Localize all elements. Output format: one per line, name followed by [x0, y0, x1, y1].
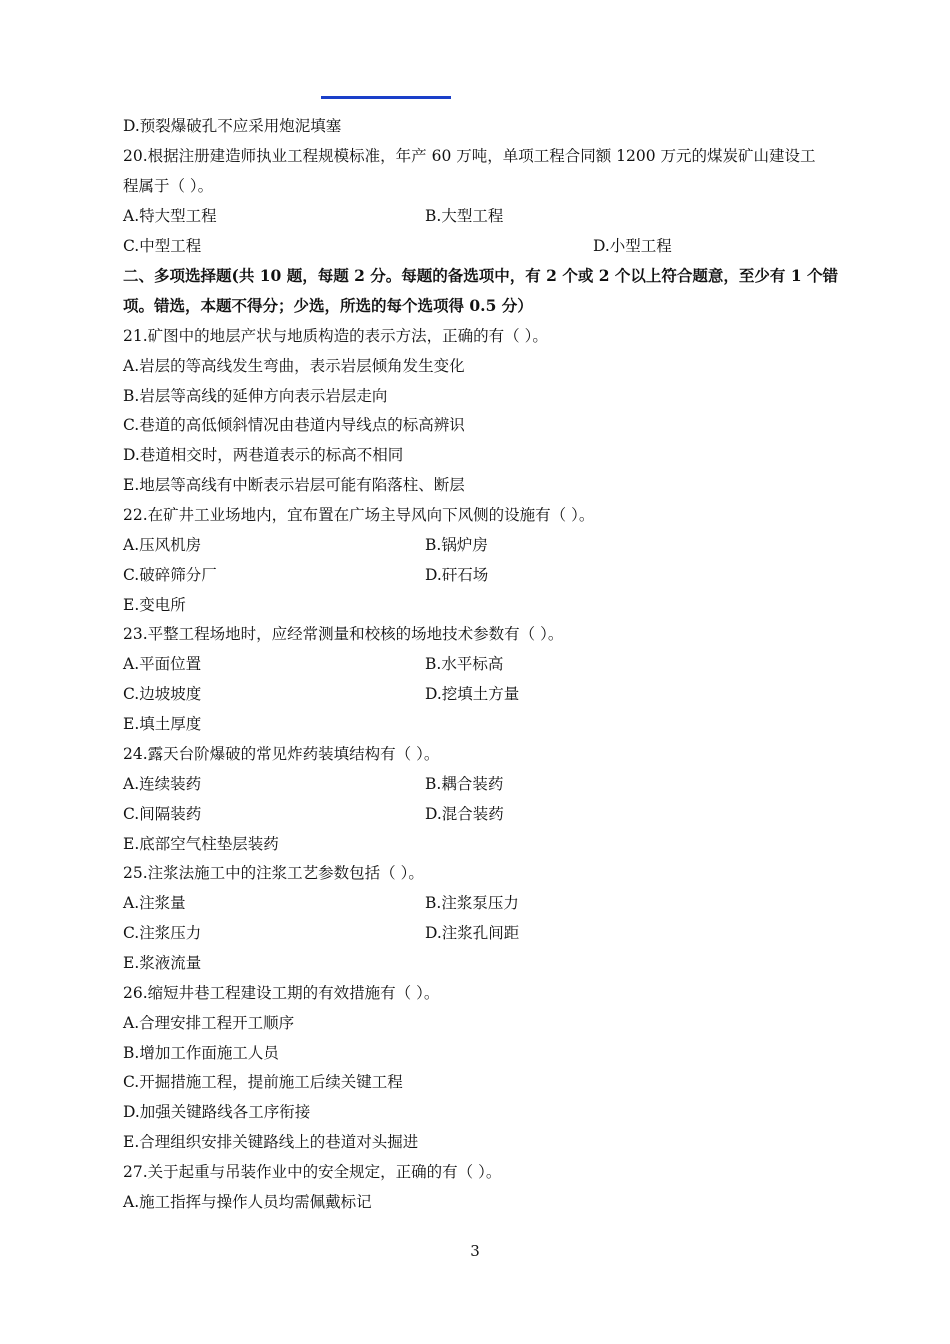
q21-option-a: A.岩层的等高线发生弯曲，表示岩层倾角发生变化 [123, 357, 465, 375]
q26-option-c: C.开掘措施工程，提前施工后续关键工程 [123, 1073, 403, 1091]
q23-option-e: E.填土厚度 [123, 715, 202, 733]
question-21: 21.矿图中的地层产状与地质构造的表示方法，正确的有（ ）。 [123, 327, 548, 345]
section-heading: 二、多项选择题(共 10 题，每题 2 分。每题的备选项中，有 2 个或 2 个以上符合题意，至少有 1 个错 [123, 266, 839, 285]
q25-option-b: B.注浆泵压力 [425, 894, 519, 912]
q20-option-a: A.特大型工程 [123, 207, 217, 225]
question-25: 25.注浆法施工中的注浆工艺参数包括（ ）。 [123, 864, 424, 882]
q24-option-c: C.间隔装药 [123, 805, 202, 823]
question-24: 24.露天台阶爆破的常见炸药装填结构有（ ）。 [123, 745, 440, 763]
q22-option-d: D.矸石场 [425, 566, 489, 584]
q23-option-b: B.水平标高 [425, 655, 504, 673]
q25-option-e: E.浆液流量 [123, 954, 202, 972]
q21-option-e: E.地层等高线有中断表示岩层可能有陷落柱、断层 [123, 476, 465, 494]
q24-option-a: A.连续装药 [123, 775, 202, 793]
q25-option-d: D.注浆孔间距 [425, 924, 520, 942]
q22-option-a: A.压风机房 [123, 536, 202, 554]
q21-option-b: B.岩层等高线的延伸方向表示岩层走向 [123, 387, 388, 405]
question-20: 20.根据注册建造师执业工程规模标准，年产 60 万吨，单项工程合同额 1200 万元的煤炭矿山建设工 [123, 147, 816, 165]
q25-option-c: C.注浆压力 [123, 924, 202, 942]
q22-option-e: E.变电所 [123, 596, 186, 614]
section-heading-cont: 项。错选，本题不得分；少选，所选的每个选项得 0.5 分） [123, 296, 533, 315]
q22-option-b: B.锅炉房 [425, 536, 488, 554]
q22-option-c: C.破碎筛分厂 [123, 566, 217, 584]
header-blue-rule [321, 96, 451, 99]
q23-option-d: D.挖填土方量 [425, 685, 520, 703]
q20-option-d: D.小型工程 [593, 237, 672, 255]
q21-option-c: C.巷道的高低倾斜情况由巷道内导线点的标高辨识 [123, 416, 465, 434]
question-23: 23.平整工程场地时，应经常测量和校核的场地技术参数有（ ）。 [123, 625, 564, 643]
page-number: 3 [470, 1242, 480, 1260]
q23-option-c: C.边坡坡度 [123, 685, 202, 703]
q21-option-d: D.巷道相交时，两巷道表示的标高不相同 [123, 446, 404, 464]
q25-option-a: A.注浆量 [123, 894, 186, 912]
q20-option-c: C.中型工程 [123, 237, 202, 255]
q26-option-e: E.合理组织安排关键路线上的巷道对头掘进 [123, 1133, 419, 1151]
question-27: 27.关于起重与吊装作业中的安全规定，正确的有（ ）。 [123, 1163, 502, 1181]
question-20-cont: 程属于（ ）。 [123, 177, 214, 195]
q26-option-a: A.合理安排工程开工顺序 [123, 1014, 295, 1032]
option-d-q19: D.预裂爆破孔不应采用炮泥填塞 [123, 117, 342, 135]
q27-option-a: A.施工指挥与操作人员均需佩戴标记 [123, 1193, 372, 1211]
question-22: 22.在矿井工业场地内，宜布置在广场主导风向下风侧的设施有（ ）。 [123, 506, 595, 524]
q26-option-d: D.加强关键路线各工序衔接 [123, 1103, 311, 1121]
q23-option-a: A.平面位置 [123, 655, 202, 673]
q24-option-e: E.底部空气柱垫层装药 [123, 835, 279, 853]
q24-option-b: B.耦合装药 [425, 775, 504, 793]
question-26: 26.缩短井巷工程建设工期的有效措施有（ ）。 [123, 984, 440, 1002]
q20-option-b: B.大型工程 [425, 207, 504, 225]
q26-option-b: B.增加工作面施工人员 [123, 1044, 279, 1062]
q24-option-d: D.混合装药 [425, 805, 504, 823]
